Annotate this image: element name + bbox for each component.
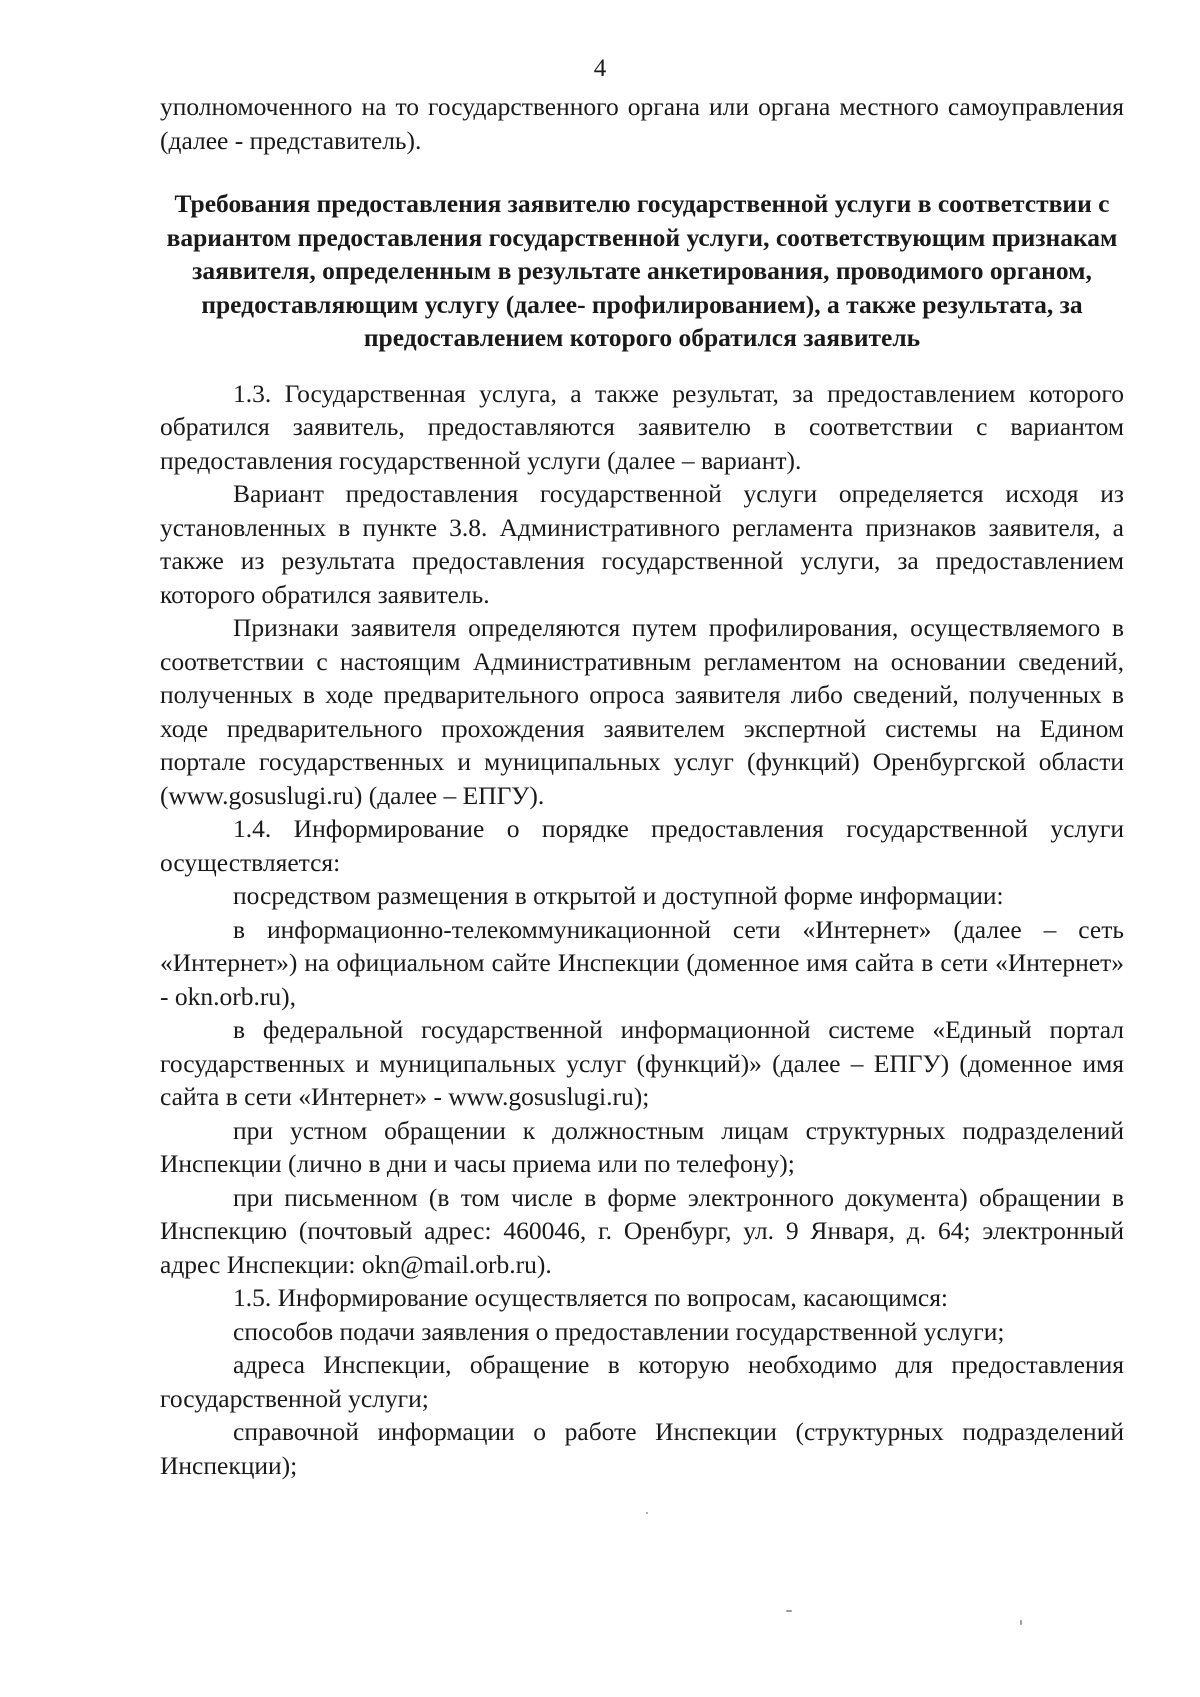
scan-speck [1020, 1620, 1022, 1625]
paragraph-reference-info: справочной информации о работе Инспекции (структурных подразделений Инспекции); [160, 1417, 1124, 1480]
paragraph-internet: в информационно-телекоммуникационной сети «Интернет» (далее – сеть «Интернет») на официальном сайте Инспекции (доменное имя сайта в сети «Интернет» - okn.orb.ru), [160, 914, 1124, 1011]
paragraph-variant: Вариант предоставления государственной услуги определяется исходя из установленных в пункте 3.8. Административного регламента признаков заявителя, а также из результата предоставления государственной услуги, за предоставлением которого обратился заявитель. [160, 479, 1124, 609]
paragraph-applicant-signs: Признаки заявителя определяются путем профилирования, осуществляемого в соответствии с настоящим Административным регламентом на основании сведений, полученных в ходе предварительного опроса заявителя либо сведений, полученных в ходе предварительного прохождения заявителем экспертной системы на Едином портале государственных и муниципальных услуг (функций) Оренбургской области (www.gosuslugi.ru) (далее – ЕПГУ). [160, 613, 1124, 810]
paragraph-epgu: в федеральной государственной информационной системе «Единый портал государственных и муниципальных услуг (функций)» (далее – ЕПГУ) (доменное имя сайта в сети «Интернет» - www.gosuslugi.ru); [160, 1015, 1124, 1111]
paragraph-submission-methods: способов подачи заявления о предоставлении государственной услуги; [233, 1316, 1005, 1346]
continuation-paragraph: уполномоченного на то государственного органа или органа местного самоуправления (далее - представитель). [160, 92, 1124, 155]
document-body [160, 90, 1124, 1482]
paragraph-written: при письменном (в том числе в форме электронного документа) обращении в Инспекцию (почтовый адрес: 460046, г. Оренбург, ул. 9 Января, д. 64; электронный адрес Инспекции: okn@mail.orb.ru). [160, 1182, 1124, 1279]
paragraph-address: адреса Инспекции, обращение в которую необходимо для предоставления государственной услуги; [160, 1350, 1124, 1413]
paragraph-placement: посредством размещения в открытой и доступной форме информации: [233, 881, 1004, 910]
paragraph-1-5: 1.5. Информирование осуществляется по вопросам, касающимся: [233, 1283, 949, 1312]
paragraph-oral: при устном обращении к должностным лицам структурных подразделений Инспекции (лично в дни и часы приема или по телефону); [160, 1115, 1124, 1178]
section-heading: Требования предоставления заявителю государственной услуги в соответствии с вариантом предоставления государственной услуги, соответствующим признакам заявителя, определенным в результате анкетирования, проводимого органом, предоставляющим услугу (далее- профилированием), а также результата, за предоставлением которого обратился заявитель [166, 189, 1118, 352]
paragraph-1-3: 1.3. Государственная услуга, а также результат, за предоставлением которого обратился заявитель, предоставляются заявителю в соответствии с вариантом предоставления государственной услуги (далее – вариант). [160, 378, 1124, 475]
scan-speck [646, 1512, 648, 1514]
page-number: 4 [593, 55, 607, 82]
paragraph-1-4: 1.4. Информирование о порядке предоставления государственной услуги осуществляется: [160, 814, 1124, 877]
scan-speck [786, 1610, 792, 1612]
